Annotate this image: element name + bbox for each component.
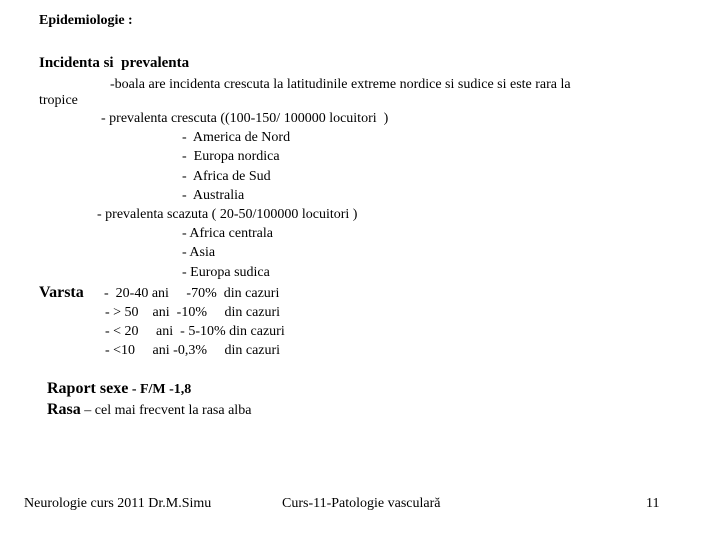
low-prevalence-region: - Asia	[182, 245, 216, 260]
high-prevalence-region: - Africa de Sud	[182, 169, 271, 184]
footer-center: Curs-11-Patologie vasculară	[282, 496, 441, 511]
sex-ratio-label: Raport sexe	[47, 380, 129, 397]
low-prevalence-region: - Europa sudica	[182, 265, 270, 280]
intro-line-2: tropice	[39, 93, 78, 108]
age-row: - > 50 ani -10% din cazuri	[105, 305, 281, 320]
race-label: Rasa	[47, 401, 81, 418]
sex-ratio-value: - F/M -1,8	[128, 382, 192, 397]
section-subheading: Incidenta si prevalenta	[39, 55, 190, 71]
high-prevalence-region: - America de Nord	[182, 130, 291, 145]
race-line	[39, 386, 251, 418]
high-prevalence-region: - Australia	[182, 188, 245, 203]
age-label: Varsta	[39, 284, 84, 301]
low-prevalence-region: - Africa centrala	[182, 226, 273, 241]
age-row: - < 20 ani - 5-10% din cazuri	[105, 324, 285, 339]
page-heading: Epidemiologie :	[39, 13, 133, 28]
footer-left: Neurologie curs 2011 Dr.M.Simu	[24, 496, 212, 511]
age-row: - 20-40 ani -70% din cazuri	[104, 286, 280, 301]
low-prevalence-label: - prevalenta scazuta ( 20-50/100000 locuitori )	[97, 207, 358, 222]
footer-page-number: 11	[646, 496, 660, 511]
intro-line-1: -boala are incidenta crescuta la latitudinile extreme nordice si sudice si este rara la	[110, 77, 571, 92]
high-prevalence-label: - prevalenta crescuta ((100-150/ 100000 locuitori )	[101, 111, 389, 126]
race-value: – cel mai frecvent la rasa alba	[80, 403, 252, 418]
age-row: - <10 ani -0,3% din cazuri	[105, 343, 281, 358]
high-prevalence-region: - Europa nordica	[182, 149, 280, 164]
